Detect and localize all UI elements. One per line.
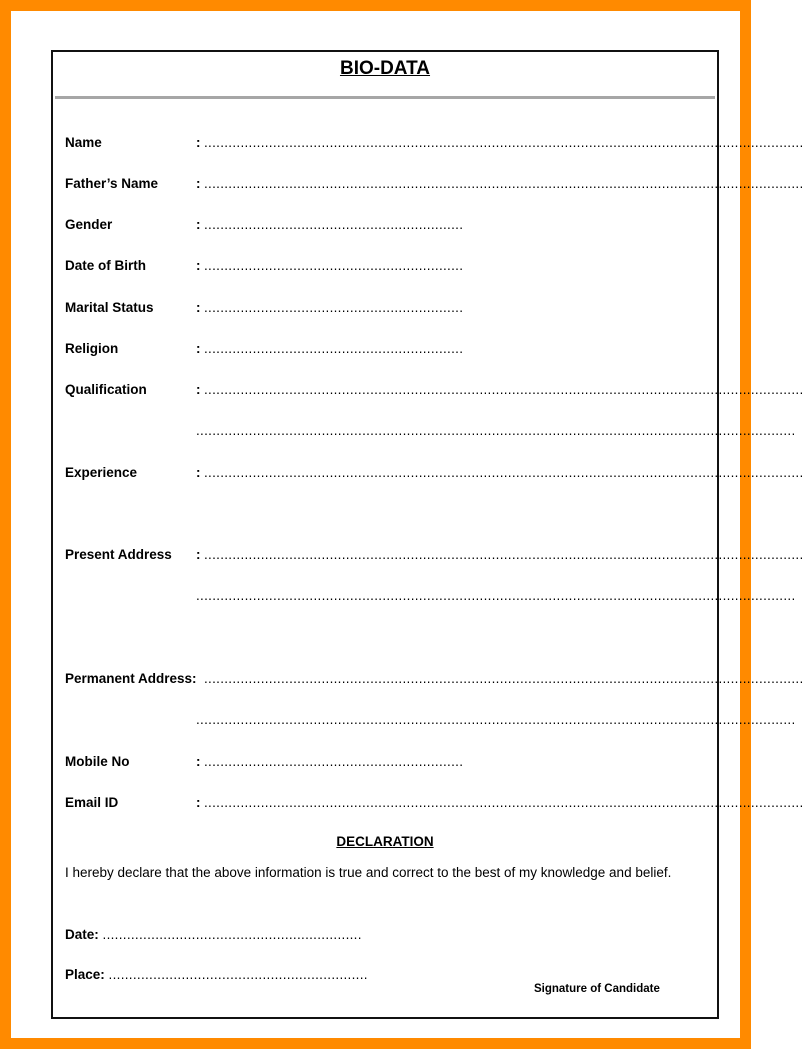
fill-line[interactable]: .................................................................................................................................................... — [204, 382, 804, 397]
signature-label: Signature of Candidate — [534, 983, 660, 995]
fill-line[interactable]: ................................................................ — [108, 967, 368, 982]
fill-line[interactable]: ................................................................ — [204, 341, 464, 356]
field-permanent-address[interactable]: Permanent Address: .................................................................................................................................................... — [65, 671, 804, 686]
field-label: Present Address — [65, 547, 172, 562]
field-label: Name — [65, 135, 102, 150]
fill-line[interactable]: ................................................................ — [204, 300, 464, 315]
field-mobile-no[interactable]: Mobile No : ................................................................ — [65, 754, 464, 769]
fill-line[interactable]: .................................................................................................................................................... — [204, 795, 804, 810]
field-label: Mobile No — [65, 754, 130, 769]
fill-line-continuation[interactable]: .................................................................................................................................................... — [196, 588, 796, 603]
fill-line[interactable]: ................................................................ — [204, 217, 464, 232]
date-label: Date: — [65, 927, 99, 942]
field-label: Date of Birth — [65, 258, 146, 273]
page-title: BIO-DATA — [339, 58, 431, 79]
fill-line[interactable]: ................................................................ — [102, 927, 362, 942]
field-date-of-birth[interactable]: Date of Birth : ................................................................ — [65, 258, 464, 273]
fill-line[interactable]: ................................................................ — [204, 754, 464, 769]
fill-line[interactable]: .................................................................................................................................................... — [204, 135, 804, 150]
title-divider — [55, 96, 715, 99]
fill-line[interactable]: .................................................................................................................................................... — [204, 671, 804, 686]
fill-line[interactable]: ................................................................ — [204, 258, 464, 273]
field-fathers-name[interactable]: Father’s Name : .................................................................................................................................................... — [65, 176, 804, 191]
field-qualification[interactable]: Qualification : .................................................................................................................................................... — [65, 382, 804, 397]
declaration-title: DECLARATION — [336, 834, 434, 849]
field-label: Qualification — [65, 382, 147, 397]
field-label: Marital Status — [65, 300, 154, 315]
field-label: Father’s Name — [65, 176, 159, 191]
bio-data-form — [51, 50, 804, 1019]
field-email-id[interactable]: Email ID : .................................................................................................................................................... — [65, 795, 804, 810]
field-gender[interactable]: Gender : ................................................................ — [65, 217, 464, 232]
field-religion[interactable]: Religion : ................................................................ — [65, 341, 464, 356]
place-field[interactable] — [65, 967, 368, 982]
field-label: Experience — [65, 465, 138, 480]
fill-line[interactable]: .................................................................................................................................................... — [204, 547, 804, 562]
fill-line[interactable]: .................................................................................................................................................... — [204, 465, 804, 480]
field-label: Religion — [65, 341, 119, 356]
field-label: Email ID — [65, 795, 119, 810]
date-field[interactable] — [65, 927, 362, 942]
field-label: Gender — [65, 217, 113, 232]
field-present-address[interactable]: Present Address : .................................................................................................................................................... — [65, 547, 804, 562]
field-marital-status[interactable]: Marital Status : ................................................................ — [65, 300, 464, 315]
fill-line-continuation[interactable]: .................................................................................................................................................... — [196, 423, 796, 438]
place-label: Place: — [65, 967, 105, 982]
field-label: Permanent Address — [65, 671, 193, 686]
fill-line[interactable]: .................................................................................................................................................... — [204, 176, 804, 191]
field-experience[interactable]: Experience : .................................................................................................................................................... — [65, 465, 804, 480]
declaration-text: I hereby declare that the above information is true and correct to the best of my knowledge and belief. — [65, 865, 672, 880]
field-name[interactable]: Name : .................................................................................................................................................... — [65, 135, 804, 150]
fill-line-continuation[interactable]: .................................................................................................................................................... — [196, 712, 796, 727]
